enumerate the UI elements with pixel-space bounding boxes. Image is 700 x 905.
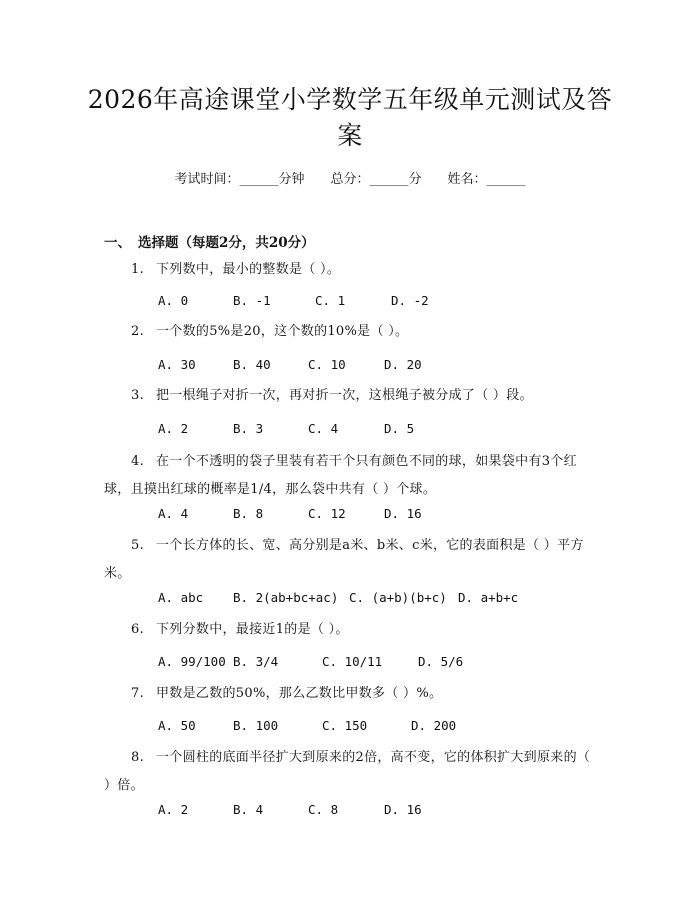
option-b: B. -1 xyxy=(233,293,271,308)
section-heading xyxy=(104,231,315,251)
option-a: A. 50 xyxy=(158,718,196,733)
question-stem xyxy=(104,744,600,800)
question-stem xyxy=(104,448,600,504)
page-title: 2026年高途课堂小学数学五年级单元测试及答案 xyxy=(87,85,613,150)
question-number: 7. xyxy=(131,686,145,701)
option-b: B. 3 xyxy=(233,421,264,436)
option-d: D. -2 xyxy=(391,293,429,308)
section-number: 一、 xyxy=(104,235,131,251)
question-number: 1. xyxy=(131,262,145,277)
question-stem xyxy=(104,256,600,284)
option-d: D. 5/6 xyxy=(418,654,464,669)
question-text: 一个长方体的长、宽、高分别是a米、b米、c米，它的表面积是（ ）平方米。 xyxy=(104,538,584,581)
option-c: C. 4 xyxy=(308,421,339,436)
question-number: 3. xyxy=(131,388,145,403)
option-c: C. 12 xyxy=(308,506,346,521)
total-score-label: 总分：______分 xyxy=(330,172,422,187)
question-number: 8. xyxy=(131,750,145,765)
exam-time-label: 考试时间：______分钟 xyxy=(174,172,305,187)
question-text: 在一个不透明的袋子里装有若干个只有颜色不同的球，如果袋中有3个红球，且摸出红球的概率是1/4，那么袋中共有（ ）个球。 xyxy=(104,454,577,497)
option-a: A. 99/100 xyxy=(158,654,226,669)
question-number: 6. xyxy=(131,622,145,637)
option-a: A. 30 xyxy=(158,357,196,372)
option-d: D. 20 xyxy=(384,357,422,372)
question-number: 4. xyxy=(131,454,145,469)
option-d: D. 5 xyxy=(384,421,415,436)
option-a: A. 0 xyxy=(158,293,189,308)
option-b: B. 8 xyxy=(233,506,264,521)
student-name-label: 姓名：______ xyxy=(447,172,526,187)
option-c: C. (a+b)(b+c) xyxy=(349,590,447,605)
question-stem xyxy=(104,382,600,410)
exam-meta xyxy=(0,168,700,187)
option-b: B. 2(ab+bc+ac) xyxy=(233,590,339,605)
option-c: C. 10 xyxy=(308,357,346,372)
option-c: C. 1 xyxy=(315,293,346,308)
question-number: 5. xyxy=(131,538,145,553)
question-stem xyxy=(104,616,600,644)
question-text: 把一根绳子对折一次，再对折一次，这根绳子被分成了（ ）段。 xyxy=(156,388,533,403)
option-c: C. 10/11 xyxy=(322,654,383,669)
option-b: B. 3/4 xyxy=(233,654,279,669)
option-c: C. 150 xyxy=(322,718,368,733)
option-c: C. 8 xyxy=(308,802,339,817)
question-number: 2. xyxy=(131,324,145,339)
question-stem xyxy=(104,318,600,346)
question-stem xyxy=(104,532,600,588)
question-text: 一个圆柱的底面半径扩大到原来的2倍，高不变，它的体积扩大到原来的（ ）倍。 xyxy=(104,750,591,793)
option-b: B. 40 xyxy=(233,357,271,372)
option-a: A. abc xyxy=(158,590,204,605)
question-text: 甲数是乙数的50%，那么乙数比甲数多（ ）%。 xyxy=(156,686,443,701)
question-stem xyxy=(104,680,600,708)
option-d: D. a+b+c xyxy=(458,590,519,605)
option-a: A. 2 xyxy=(158,802,189,817)
question-text: 一个数的5%是20，这个数的10%是（ ）。 xyxy=(156,324,409,339)
option-d: D. 16 xyxy=(384,802,422,817)
option-b: B. 100 xyxy=(233,718,279,733)
option-a: A. 2 xyxy=(158,421,189,436)
option-b: B. 4 xyxy=(233,802,264,817)
question-text: 下列数中，最小的整数是（ ）。 xyxy=(156,262,341,277)
option-d: D. 16 xyxy=(384,506,422,521)
option-d: D. 200 xyxy=(411,718,457,733)
section-title: 选择题（每题2分，共20分） xyxy=(138,235,315,251)
question-text: 下列分数中，最接近1的是（ ）。 xyxy=(156,622,349,637)
option-a: A. 4 xyxy=(158,506,189,521)
